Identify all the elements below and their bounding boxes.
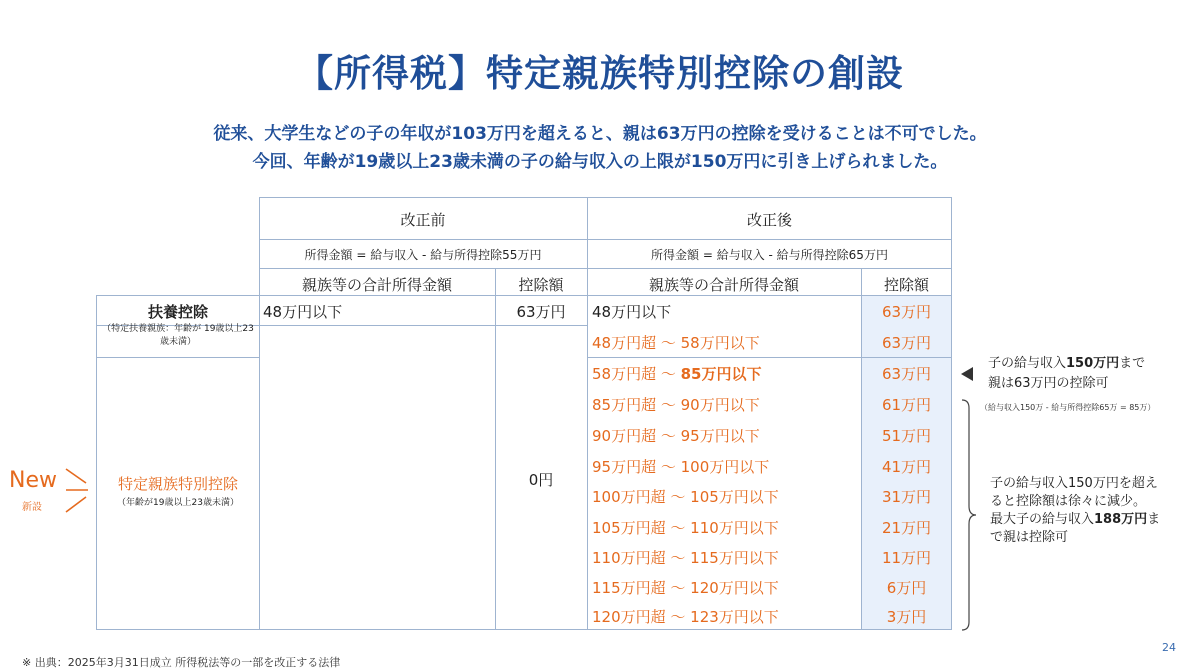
after-row-deduction: 63万円: [881, 365, 932, 383]
note-over-150: 子の給与収入150万円を超え ると控除額は徐々に減少。 最大子の給与収入188万円ま で親は控除可: [990, 476, 1161, 545]
footer-source: ※ 出典：2025年3月31日成立 所得税法等の一部を改正する法律: [22, 656, 341, 669]
after-formula: 所得金額 = 給与収入 - 給与所得控除65万円: [651, 248, 888, 262]
after-row-deduction: 11万円: [881, 549, 932, 567]
after-row-deduction: 31万円: [881, 488, 932, 506]
row-fuyou-note: （特定扶養親族：年齢が 19歳以上23歳未満）: [102, 324, 254, 347]
after-row-deduction: 21万円: [881, 519, 932, 537]
after-row-income: [592, 363, 762, 384]
row-new-note: （年齢が19歳以上23歳未満）: [117, 498, 239, 508]
after-row-income: 120万円超 ～ 123万円以下: [592, 608, 779, 626]
before-new-deduction: 0円: [528, 471, 554, 489]
after-row-income: 105万円超 ～ 110万円以下: [592, 519, 779, 537]
after-col-deduction: 控除額: [883, 276, 929, 294]
new-badge-word: New: [9, 468, 57, 493]
after-row-income: 90万円超 ～ 95万円以下: [592, 427, 760, 445]
row-new-label: 特定親族特別控除: [117, 475, 238, 493]
note-150-line1: 子の給与収入150万円まで: [988, 356, 1146, 371]
after-row-income: 115万円超 ～ 120万円以下: [592, 579, 779, 597]
after-row-income: 48万円以下: [592, 303, 672, 321]
before-fuyou-deduction: 63万円: [516, 303, 566, 321]
brace-icon: [960, 398, 978, 632]
page-title: 【所得税】特定親族特別控除の創設: [296, 52, 904, 95]
before-header: 改正前: [400, 211, 446, 229]
before-fuyou-income: 48万円以下: [263, 303, 343, 321]
note-150-line2: 親は63万円の控除可: [988, 376, 1109, 391]
after-row-income-from: 58万円超 ～: [592, 365, 681, 383]
after-row-deduction: 61万円: [881, 396, 932, 414]
after-row-deduction: 63万円: [881, 334, 932, 352]
page-number: 24: [1162, 641, 1176, 654]
pointer-triangle-icon: [960, 366, 974, 382]
note-150-formula: （給与収入150万 - 給与所得控除65万 = 85万）: [980, 403, 1156, 412]
after-row-income: 100万円超 ～ 105万円以下: [592, 488, 779, 506]
after-row-deduction: 41万円: [881, 458, 932, 476]
subtitle-line-2: 今回、年齢が19歳以上23歳未満の子の給与収入の上限が150万円に引き上げられました。: [252, 152, 948, 172]
new-pointer-icon: [64, 466, 90, 516]
after-row-deduction: 63万円: [881, 303, 932, 321]
before-formula: 所得金額 = 給与収入 - 給与所得控除55万円: [304, 248, 542, 262]
after-row-income: 95万円超 ～ 100万円以下: [592, 458, 770, 476]
after-col-income: 親族等の合計所得金額: [648, 276, 799, 294]
after-row-deduction: 6万円: [886, 579, 927, 597]
new-badge-sub: 新設: [22, 502, 42, 513]
after-row-income-highlight: 85万円以下: [680, 365, 762, 383]
after-row-income: 85万円超 ～ 90万円以下: [592, 396, 760, 414]
before-col-income: 親族等の合計所得金額: [301, 276, 452, 294]
after-row-deduction: 51万円: [881, 427, 932, 445]
after-header: 改正後: [746, 211, 792, 229]
before-col-deduction: 控除額: [518, 276, 564, 294]
after-row-income: 110万円超 ～ 115万円以下: [592, 549, 779, 567]
subtitle-line-1: 従来、大学生などの子の年収が103万円を超えると、親は63万円の控除を受けることは不可でした。: [213, 124, 987, 144]
row-fuyou-label: 扶養控除: [147, 303, 208, 321]
after-row-income: 48万円超 ～ 58万円以下: [592, 334, 760, 352]
after-row-deduction: 3万円: [886, 608, 927, 626]
